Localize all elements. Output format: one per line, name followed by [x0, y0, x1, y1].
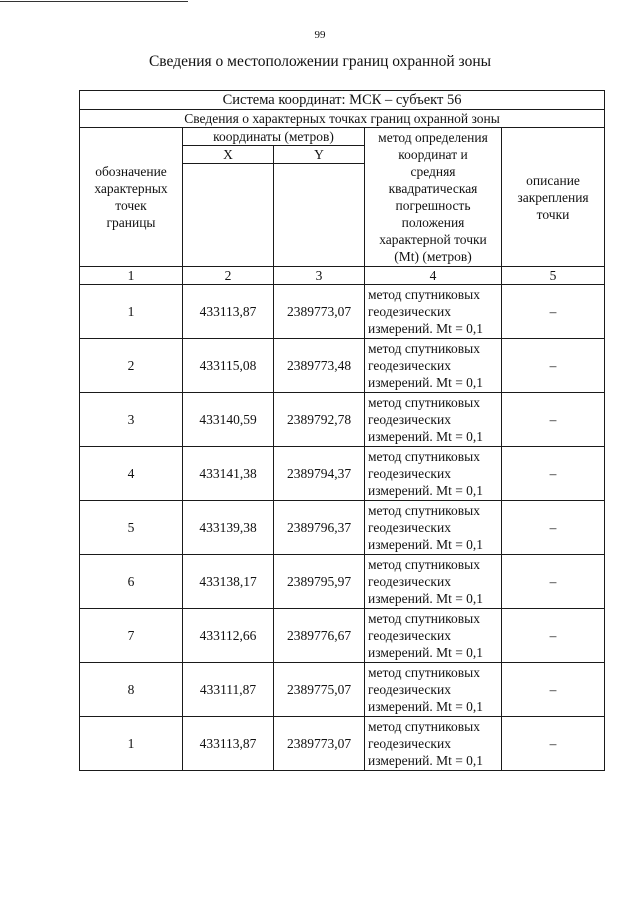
- x-cell: 433115,08: [183, 339, 274, 393]
- y-cell: 2389796,37: [274, 501, 365, 555]
- method-line: геодезических: [368, 466, 451, 481]
- header-y-spacer: [274, 164, 365, 267]
- table-row: [80, 339, 605, 393]
- method-line: метод спутниковых: [368, 341, 480, 356]
- x-cell: 433113,87: [183, 717, 274, 771]
- method-line: метод спутниковых: [368, 611, 480, 626]
- method-cell: [365, 717, 502, 771]
- header-x-spacer: [183, 164, 274, 267]
- method-line: геодезических: [368, 628, 451, 643]
- method-cell: [365, 501, 502, 555]
- y-cell: 2389792,78: [274, 393, 365, 447]
- method-line: измерений. Mt = 0,1: [368, 429, 484, 444]
- description-cell: –: [502, 339, 605, 393]
- method-line: метод спутниковых: [368, 557, 480, 572]
- method-line: метод спутниковых: [368, 395, 480, 410]
- description-cell: –: [502, 393, 605, 447]
- x-cell: 433113,87: [183, 285, 274, 339]
- column-number: 2: [183, 267, 274, 285]
- method-line: метод спутниковых: [368, 719, 480, 734]
- method-line: измерений. Mt = 0,1: [368, 753, 484, 768]
- coord-system-cell: Система координат: МСК – субъект 56: [80, 91, 605, 110]
- column-number: 3: [274, 267, 365, 285]
- method-line: геодезических: [368, 412, 451, 427]
- y-cell: 2389773,07: [274, 285, 365, 339]
- header-description: описание закрепления точки: [502, 128, 605, 267]
- method-cell: [365, 609, 502, 663]
- point-cell: 4: [80, 447, 183, 501]
- table-row: [80, 501, 605, 555]
- method-cell: [365, 555, 502, 609]
- description-cell: –: [502, 663, 605, 717]
- method-cell: [365, 285, 502, 339]
- boundary-points-table: [79, 90, 605, 771]
- top-rule: [0, 1, 188, 2]
- table-row: [80, 447, 605, 501]
- document-title: Сведения о местоположении границ охранной зоны: [148, 53, 492, 70]
- description-cell: –: [502, 555, 605, 609]
- method-line: геодезических: [368, 574, 451, 589]
- header-method: метод определения координат и средняя квадратическая погрешность положения характерной точки (Mt) (метров): [365, 128, 502, 267]
- header-y: Y: [274, 146, 365, 164]
- description-cell: –: [502, 717, 605, 771]
- method-line: геодезических: [368, 682, 451, 697]
- header-row-1: [80, 128, 605, 146]
- table-row: [80, 663, 605, 717]
- method-line: измерений. Mt = 0,1: [368, 537, 484, 552]
- y-cell: 2389795,97: [274, 555, 365, 609]
- table-row: [80, 555, 605, 609]
- header-x: X: [183, 146, 274, 164]
- description-cell: –: [502, 285, 605, 339]
- method-cell: [365, 447, 502, 501]
- method-line: метод спутниковых: [368, 503, 480, 518]
- method-cell: [365, 393, 502, 447]
- method-cell: [365, 339, 502, 393]
- column-number: 1: [80, 267, 183, 285]
- y-cell: 2389773,07: [274, 717, 365, 771]
- column-number: 5: [502, 267, 605, 285]
- x-cell: 433139,38: [183, 501, 274, 555]
- column-number: 4: [365, 267, 502, 285]
- x-cell: 433141,38: [183, 447, 274, 501]
- x-cell: 433112,66: [183, 609, 274, 663]
- method-line: измерений. Mt = 0,1: [368, 645, 484, 660]
- x-cell: 433111,87: [183, 663, 274, 717]
- y-cell: 2389794,37: [274, 447, 365, 501]
- y-cell: 2389775,07: [274, 663, 365, 717]
- y-cell: 2389776,67: [274, 609, 365, 663]
- method-line: метод спутниковых: [368, 287, 480, 302]
- description-cell: –: [502, 501, 605, 555]
- method-line: метод спутниковых: [368, 665, 480, 680]
- table-row: [80, 609, 605, 663]
- point-cell: 2: [80, 339, 183, 393]
- method-line: измерений. Mt = 0,1: [368, 321, 484, 336]
- header-coords: координаты (метров): [183, 128, 365, 146]
- table-row: [80, 285, 605, 339]
- method-cell: [365, 663, 502, 717]
- x-cell: 433138,17: [183, 555, 274, 609]
- page-number: 99: [314, 29, 326, 41]
- point-cell: 8: [80, 663, 183, 717]
- point-cell: 1: [80, 717, 183, 771]
- column-numbers-row: [80, 267, 605, 285]
- header-point: обозначение характерных точек границы: [80, 128, 183, 267]
- point-cell: 3: [80, 393, 183, 447]
- table-row: [80, 717, 605, 771]
- method-line: геодезических: [368, 736, 451, 751]
- method-line: измерений. Mt = 0,1: [368, 591, 484, 606]
- point-cell: 1: [80, 285, 183, 339]
- point-cell: 6: [80, 555, 183, 609]
- description-cell: –: [502, 447, 605, 501]
- point-cell: 7: [80, 609, 183, 663]
- table-row: [80, 393, 605, 447]
- method-line: измерений. Mt = 0,1: [368, 483, 484, 498]
- method-line: метод спутниковых: [368, 449, 480, 464]
- y-cell: 2389773,48: [274, 339, 365, 393]
- description-cell: –: [502, 609, 605, 663]
- method-line: геодезических: [368, 304, 451, 319]
- method-line: измерений. Mt = 0,1: [368, 375, 484, 390]
- x-cell: 433140,59: [183, 393, 274, 447]
- method-line: геодезических: [368, 358, 451, 373]
- method-line: измерений. Mt = 0,1: [368, 699, 484, 714]
- method-line: геодезических: [368, 520, 451, 535]
- section-title-row: [80, 110, 605, 128]
- coord-system-row: [80, 91, 605, 110]
- section-title-cell: Сведения о характерных точках границ охранной зоны: [80, 110, 605, 128]
- point-cell: 5: [80, 501, 183, 555]
